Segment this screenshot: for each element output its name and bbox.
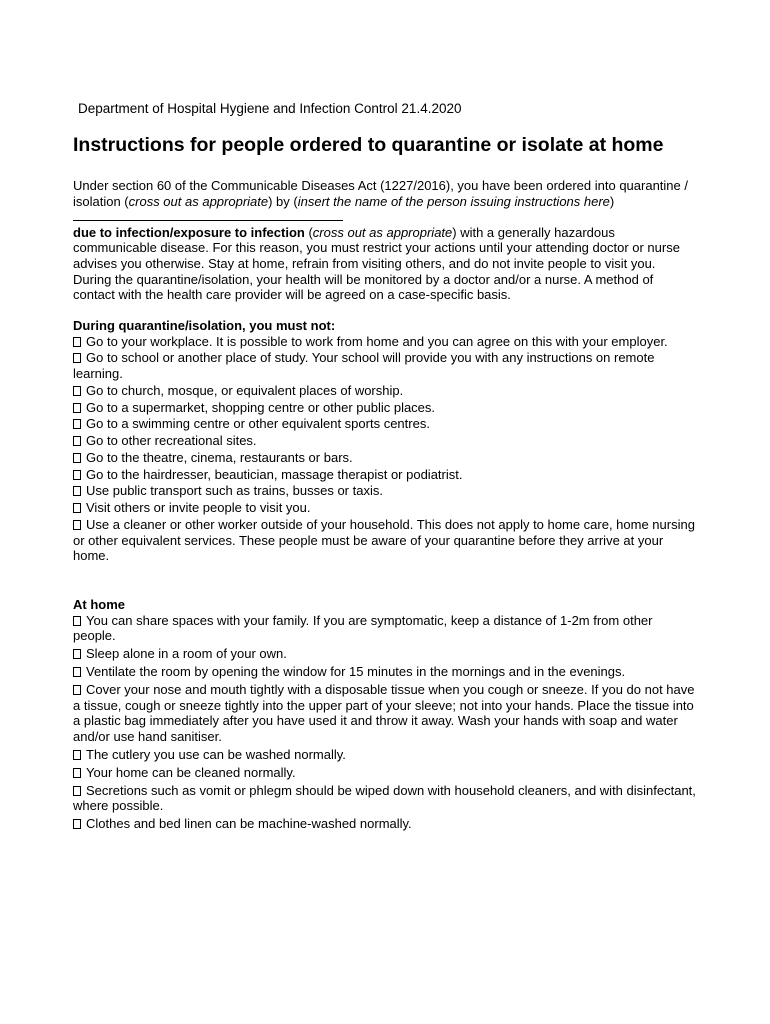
checkbox-glyph-icon — [73, 616, 81, 626]
intro-text-2: ) by ( — [268, 193, 298, 209]
checkbox-glyph-icon — [73, 453, 81, 463]
checkbox-glyph-icon — [73, 786, 81, 796]
list-item — [73, 350, 697, 381]
list-item — [73, 483, 697, 499]
must-not-heading: During quarantine/isolation, you must not: — [73, 318, 336, 333]
list-item — [73, 416, 697, 432]
list-item — [73, 467, 697, 483]
intro-text-5: ( — [304, 224, 313, 240]
list-item — [73, 433, 697, 449]
list-item — [73, 682, 697, 744]
list-item-text: The cutlery you use can be washed normally. — [86, 746, 346, 762]
intro-italic-2: insert the name of the person issuing instructions here — [297, 193, 610, 209]
checkbox-glyph-icon — [73, 419, 81, 429]
at-home-section — [73, 597, 697, 834]
list-item-text: Ventilate the room by opening the window for 15 minutes in the mornings and in the evenings. — [86, 664, 626, 680]
list-item — [73, 334, 697, 350]
list-item-text: Visit others or invite people to visit you. — [86, 500, 311, 516]
at-home-list — [73, 613, 697, 832]
checkbox-glyph-icon — [73, 520, 81, 530]
list-item — [73, 783, 697, 814]
intro-text-6: ) with a generally hazardous communicable disease. For this reason, you must restrict your actions until your attending doctor or nurse advises you otherwise. Stay at home, refrain from visiting others, and do not invite people to visit you. During the quarantine/isolation, your health will be monitored by a doctor and/or a nurse. A method of contact with the health care provider will be agreed on a case-specific basis. — [73, 224, 680, 303]
list-item-text: Go to church, mosque, or equivalent places of worship. — [86, 382, 404, 398]
list-item-text: Go to your workplace. It is possible to work from home and you can agree on this with your employer. — [86, 333, 668, 349]
list-item — [73, 816, 697, 832]
list-item — [73, 500, 697, 516]
checkbox-glyph-icon — [73, 667, 81, 677]
list-item-text: Cover your nose and mouth tightly with a disposable tissue when you cough or sneeze. If you do not have a tissue, cough or sneeze tightly into the upper part of your sleeve; not into your hands. Place the tissue into a plastic bag immediately after you have used it and throw it away. Wash your hands with soap and water and/or use hand sanitiser. — [73, 682, 695, 744]
list-item-text: Your home can be cleaned normally. — [86, 764, 296, 780]
intro-text-3: ) — [609, 193, 615, 209]
checkbox-glyph-icon — [73, 750, 81, 760]
at-home-heading: At home — [73, 597, 125, 612]
checkbox-glyph-icon — [73, 386, 81, 396]
intro-italic-3: cross out as appropriate — [312, 224, 453, 240]
department-header: Department of Hospital Hygiene and Infection Control 21.4.2020 — [78, 101, 462, 116]
list-item — [73, 747, 697, 763]
list-item-text: Clothes and bed linen can be machine-washed normally. — [86, 816, 412, 832]
list-item-text: Go to school or another place of study. Your school will provide you with any instructions on remote learning. — [73, 350, 655, 381]
checkbox-glyph-icon — [73, 337, 81, 347]
list-item-text: Use a cleaner or other worker outside of your household. This does not apply to home care, home nursing or other equivalent services. These people must be aware of your quarantine before they arrive at your home. — [73, 517, 695, 564]
list-item — [73, 383, 697, 399]
fill-in-blank-line — [73, 209, 343, 221]
list-item — [73, 450, 697, 466]
checkbox-glyph-icon — [73, 403, 81, 413]
list-item-text: Use public transport such as trains, busses or taxis. — [86, 483, 383, 499]
list-item-text: You can share spaces with your family. If you are symptomatic, keep a distance of 1-2m from other people. — [73, 612, 653, 644]
list-item — [73, 646, 697, 662]
checkbox-glyph-icon — [73, 819, 81, 829]
checkbox-glyph-icon — [73, 768, 81, 778]
list-item — [73, 517, 697, 564]
list-item-text: Sleep alone in a room of your own. — [86, 646, 287, 662]
list-item-text: Go to a supermarket, shopping centre or other public places. — [86, 399, 436, 415]
checkbox-glyph-icon — [73, 470, 81, 480]
list-item — [73, 400, 697, 416]
list-item — [73, 613, 697, 644]
checkbox-glyph-icon — [73, 649, 81, 659]
intro-italic-1: cross out as appropriate — [128, 193, 269, 209]
list-item — [73, 664, 697, 680]
must-not-section — [73, 318, 697, 565]
checkbox-glyph-icon — [73, 353, 81, 363]
intro-bold-phrase: due to infection/exposure to infection — [73, 224, 305, 240]
list-item — [73, 765, 697, 781]
document-title: Instructions for people ordered to quarantine or isolate at home — [73, 134, 664, 156]
checkbox-glyph-icon — [73, 486, 81, 496]
list-item-text: Secretions such as vomit or phlegm should be wiped down with household cleaners, and with disinfectant, where possible. — [73, 782, 696, 814]
intro-text-1: Under section 60 of the Communicable Diseases Act (1227/2016), you have been ordered into quarantine / isolation ( — [73, 178, 688, 209]
must-not-list — [73, 334, 697, 564]
checkbox-glyph-icon — [73, 503, 81, 513]
intro-paragraph — [73, 178, 697, 303]
checkbox-glyph-icon — [73, 436, 81, 446]
list-item-text: Go to other recreational sites. — [86, 433, 257, 449]
list-item-text: Go to the hairdresser, beautician, massage therapist or podiatrist. — [86, 466, 463, 482]
list-item-text: Go to the theatre, cinema, restaurants or bars. — [86, 449, 353, 465]
checkbox-glyph-icon — [73, 685, 81, 695]
list-item-text: Go to a swimming centre or other equivalent sports centres. — [86, 416, 430, 432]
